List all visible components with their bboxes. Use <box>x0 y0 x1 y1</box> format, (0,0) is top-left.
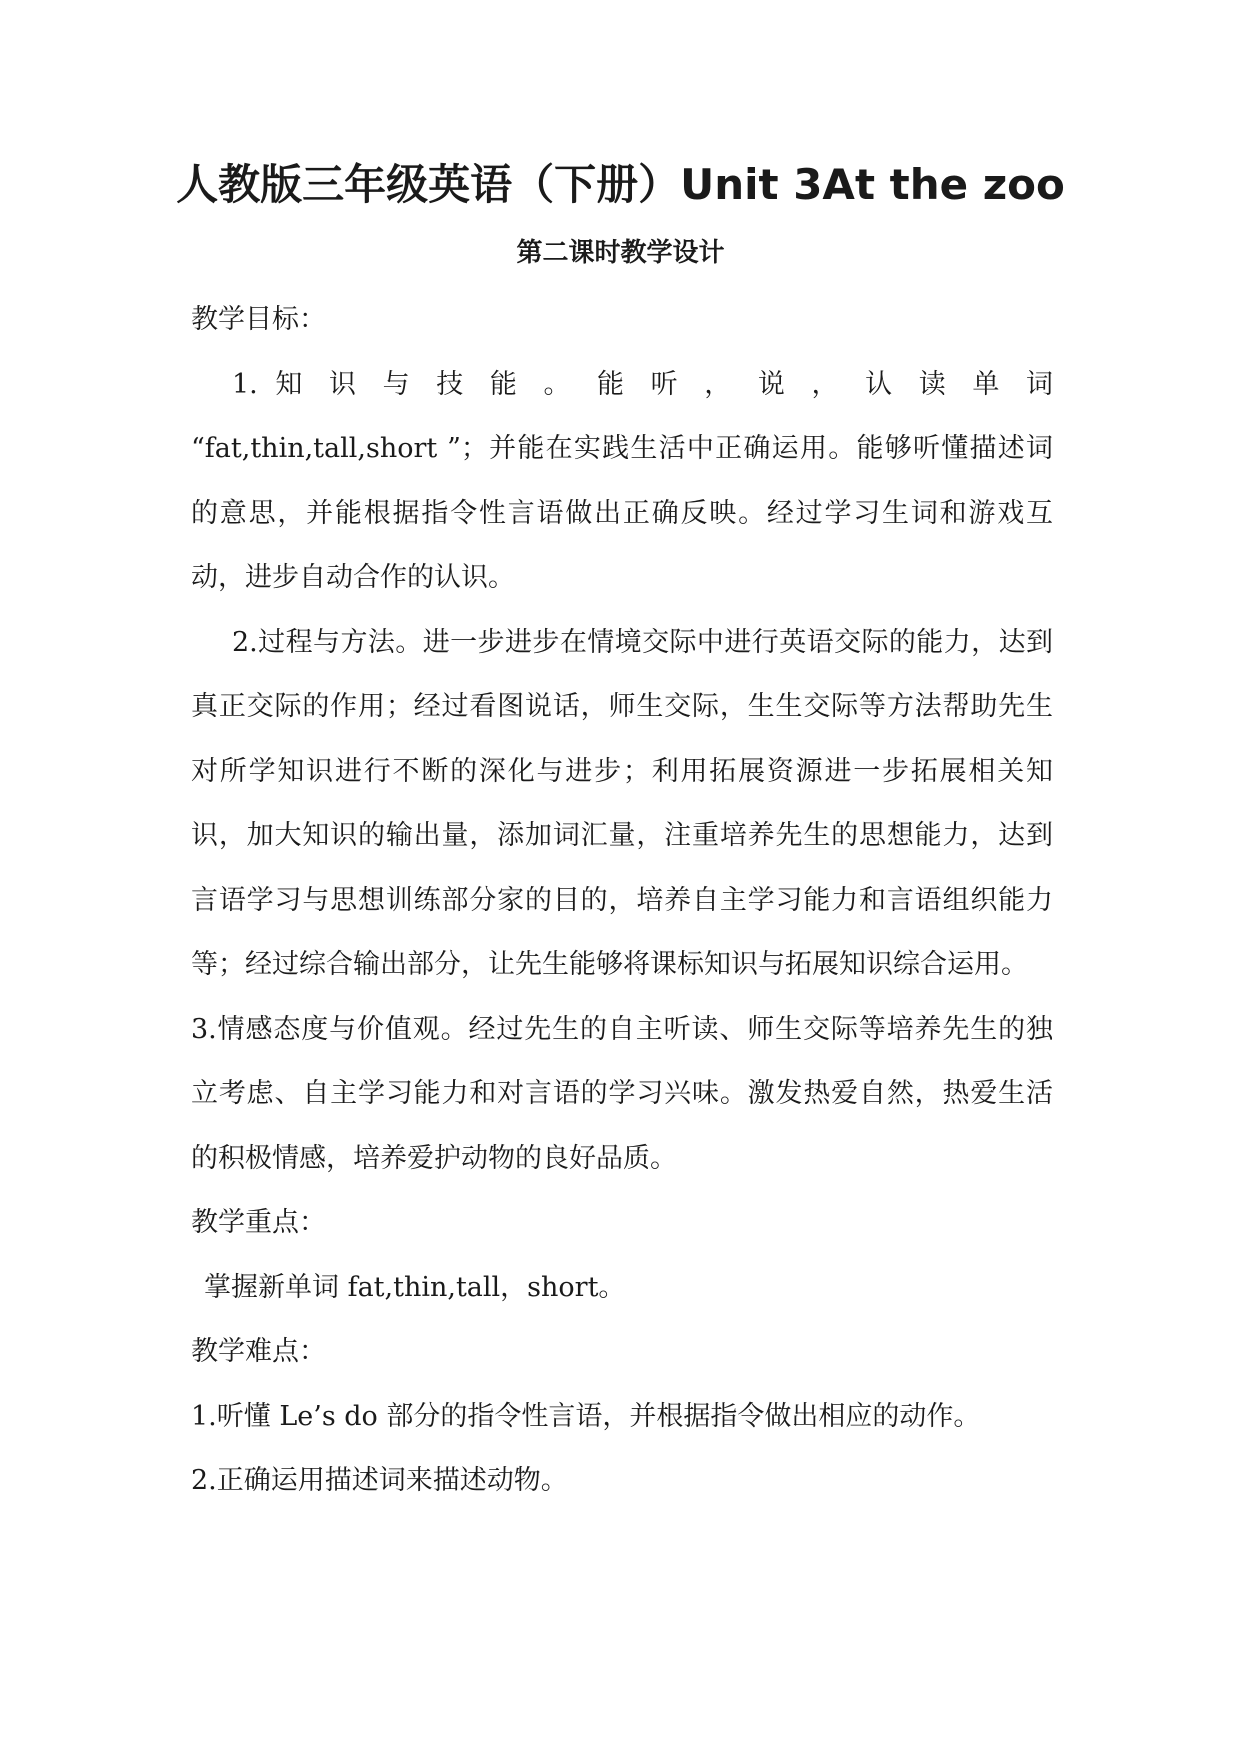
difficulty-2-text: 2.正确运用描述词来描述动物。 <box>191 1465 568 1496</box>
difficulty-1-text: 1.听懂 Le’s do 部分的指令性言语，并根据指令做出相应的动作。 <box>191 1400 981 1432</box>
key-points-text: 掌握新单词 fat,thin,tall，short。 <box>204 1271 626 1303</box>
objective-2-text: 2.过程与方法。进一步进步在情境交际中进行英语交际的能力，达到真正交际的作用；经过看图说话，师生交际，生生交际等方法帮助先生对所学知识进行不断的深化与进步；利用拓展资源进一步拓展相关知识，加大知识的输出量，添加词汇量，注重培养先生的思想能力，达到言语学习与思想训练部分家的目的，培养自主学习能力和言语组织能力等；经过综合输出部分，让先生能够将课标知识与拓展知识综合运用。 <box>191 626 1053 980</box>
objectives-heading: 教学目标： <box>191 304 326 335</box>
key-points-heading: 教学重点： <box>191 1207 326 1238</box>
document-body <box>191 288 1053 1514</box>
difficulties-heading: 教学难点： <box>191 1336 326 1367</box>
objective-1-text: “fat,thin,tall,short ”；并能在实践生活中正确运用。能够听懂描述词的意思，并能根据指令性言语做出正确反映。经过学习生词和游戏互动，进步自动合作的认识。 <box>191 433 1053 593</box>
objective-1-first-line: 1. 知 识 与 技 能 。 能 听 ， 说 ， 认 读 单 词 <box>232 368 1053 400</box>
objective-3-text: 3.情感态度与价值观。经过先生的自主听读、师生交际等培养先生的独立考虑、自主学习能力和对言语的学习兴味。激发热爱自然，热爱生活的积极情感，培养爱护动物的良好品质。 <box>191 1013 1053 1174</box>
document-subtitle: 第二课时教学设计 <box>516 238 725 268</box>
document-title: 人教版三年级英语（下册）Unit 3At the zoo <box>176 160 1065 209</box>
